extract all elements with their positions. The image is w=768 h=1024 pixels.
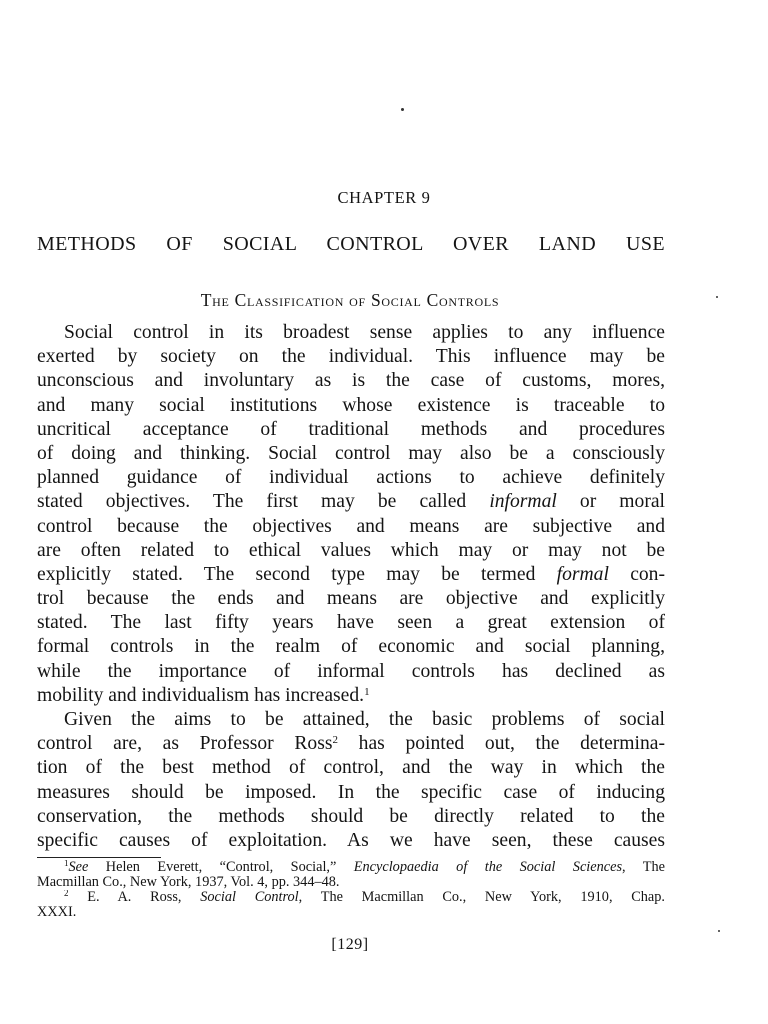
body-line <box>37 563 665 587</box>
scan-speck <box>718 930 720 932</box>
body-line: unconscious and involuntary as is the case of customs, mores, <box>37 370 665 392</box>
body-line: of doing and thinking. Social control may also be a consciously <box>37 442 665 464</box>
chapter-label: CHAPTER 9 <box>337 188 431 207</box>
footnote-1-source: Encyclopaedia of the Social Sciences <box>353 860 623 875</box>
body-line: Social control in its broadest sense applies to any influence <box>64 322 665 343</box>
footnote-2-continued: XXXI. <box>37 905 77 920</box>
body-line <box>37 684 665 708</box>
body-line <box>37 490 665 514</box>
body-line: formal controls in the realm of economic and social planning, <box>37 636 665 658</box>
body-line-text: stated objectives. The first may be called <box>37 491 490 513</box>
body-line: exerted by society on the individual. This influence may be <box>37 346 665 368</box>
footnote-1-see: See <box>68 860 89 875</box>
body-line <box>37 732 665 756</box>
body-line: Given the aims to be attained, the basic problems of social <box>64 709 665 730</box>
body-line: are often related to ethical values which may or may not be <box>37 539 665 561</box>
footnote-divider <box>37 857 161 858</box>
footnote-1 <box>37 860 665 875</box>
body-line: control because the objectives and means are subjective and <box>37 515 665 537</box>
footnote-2-text: E. A. Ross, <box>68 890 201 905</box>
body-line-text: explicitly stated. The second type may be termed <box>37 563 557 585</box>
body-line-text: has pointed out, the determina- <box>337 733 665 755</box>
footnote-2-tail: , The Macmillan Co., New York, 1910, Chap. <box>298 890 665 905</box>
chapter-title: METHODS OF SOCIAL CONTROL OVER LAND USE <box>37 233 665 255</box>
body-line-text: control are, as Professor Ross <box>37 733 333 755</box>
body-line-text: mobility and individualism has increased. <box>37 684 365 706</box>
scan-speck <box>401 108 404 111</box>
emphasis-formal: formal <box>556 563 609 585</box>
body-line: while the importance of informal controls has declined as <box>37 660 665 682</box>
body-line: and many social institutions whose existence is traceable to <box>37 394 665 416</box>
footnote-1-marker: 1 <box>64 860 69 868</box>
body-line: measures should be imposed. In the specific case of inducing <box>37 781 665 803</box>
footnotes <box>37 860 665 920</box>
footnote-2-marker: 2 <box>64 890 69 898</box>
footnote-1-text: Helen Everett, “Control, Social,” <box>88 860 354 875</box>
page-number: [129] <box>331 936 369 953</box>
body-line: conservation, the methods should be directly related to the <box>37 805 665 827</box>
body-line: planned guidance of individual actions to achieve definitely <box>37 467 665 489</box>
footnote-2 <box>37 890 665 905</box>
scan-speck <box>716 296 718 298</box>
body-line-text: con- <box>608 563 665 585</box>
body-line: specific causes of exploitation. As we have seen, these causes <box>37 829 665 851</box>
footnote-2-source: Social Control <box>200 890 299 905</box>
body-line: stated. The last fifty years have seen a great extension of <box>37 612 665 634</box>
footnote-1-continued: Macmillan Co., New York, 1937, Vol. 4, pp. 344–48. <box>37 875 340 890</box>
emphasis-informal: informal <box>489 491 557 513</box>
body-line: uncritical acceptance of traditional methods and procedures <box>37 418 665 440</box>
section-heading: The Classification of Social Controls <box>200 290 500 310</box>
body-line: trol because the ends and means are objective and explicitly <box>37 588 665 610</box>
footnote-ref-1: 1 <box>364 685 370 698</box>
footnote-1-tail: , The <box>622 860 665 875</box>
footnote-ref-2: 2 <box>332 734 338 747</box>
body-line-text: or moral <box>556 491 665 513</box>
body-text <box>37 321 665 853</box>
body-line: tion of the best method of control, and the way in which the <box>37 757 665 779</box>
